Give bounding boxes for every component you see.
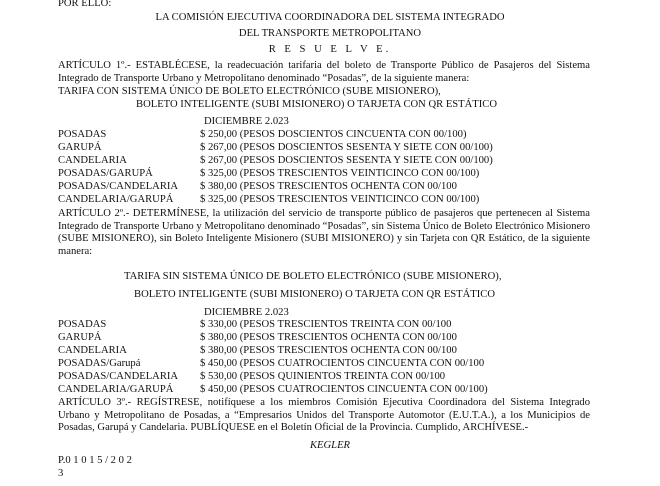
row-location: CANDELARIA <box>58 345 127 356</box>
table-row <box>58 384 488 397</box>
row-amount: $ 450,00 (PESOS CUATROCIENTOS CINCUENTA CON 00/100) <box>200 384 488 395</box>
por-ello: POR ELLO: <box>58 0 112 9</box>
table2-heading-1: TARIFA SIN SISTEMA ÚNICO DE BOLETO ELECTRÓNICO (SUBE MISIONERO), <box>124 271 502 282</box>
table-row <box>58 332 457 345</box>
row-amount: $ 325,00 (PESOS TRESCIENTOS VEINTICINCO CON 00/100) <box>200 194 480 205</box>
row-location: CANDELARIA/GARUPÁ <box>58 384 174 395</box>
cutoff-text: P.0 1 0 1 5 / 2 0 2 3 <box>58 455 132 479</box>
article-1: ARTÍCULO 1º.- ESTABLÉCESE, la readecuación tarifaria del boleto de Transporte Público de Pasajeros del Sistema Integrado de Transporte Urbano y Metropolitano denominado “Posadas”, de la siguiente manera: <box>58 60 590 84</box>
table-row <box>58 358 484 371</box>
row-location: GARUPÁ <box>58 142 102 153</box>
table-row <box>58 181 457 194</box>
row-location: POSADAS/CANDELARIA <box>58 181 179 192</box>
row-location: CANDELARIA/GARUPÁ <box>58 194 174 205</box>
signature: KEGLER <box>309 440 351 451</box>
table2-heading-2: BOLETO INTELIGENTE (SUBI MISIONERO) O TARJETA CON QR ESTÁTICO <box>134 289 496 300</box>
row-location: POSADAS <box>58 319 107 330</box>
row-amount: $ 450,00 (PESOS CUATROCIENTOS CINCUENTA CON 00/100 <box>200 358 485 369</box>
row-location: GARUPÁ <box>58 332 102 343</box>
row-amount: $ 267,00 (PESOS DOSCIENTOS SESENTA Y SIETE CON 00/100) <box>200 142 493 153</box>
table1-heading-2: BOLETO INTELIGENTE (SUBI MISIONERO) O TARJETA CON QR ESTÁTICO <box>136 99 498 110</box>
table-row <box>58 345 457 358</box>
row-amount: $ 380,00 (PESOS TRESCIENTOS OCHENTA CON 00/100 <box>200 332 457 343</box>
table-row <box>58 129 466 142</box>
article-3: ARTÍCULO 3º.- REGÍSTRESE, notifíquese a los miembros Comisión Ejecutiva Coordinadora del Sistema Integrado Urbano y Metropolitano de Posadas, a “Empresarios Unidos del Transporte Automotor (E.U.T.A.), a los Municipios de Posadas, Garupá y Candelaria. PUBLÍQUESE en el Boletín Oficial de la Provincia. Cumplido, ARCHÍVESE.- <box>58 397 590 434</box>
table1-heading-1: TARIFA CON SISTEMA ÚNICO DE BOLETO ELECTRÓNICO (SUBE MISIONERO), <box>58 86 441 97</box>
table-row <box>58 168 479 181</box>
table-row <box>58 371 445 384</box>
row-amount: $ 530,00 (PESOS QUINIENTOS TREINTA CON 00/100 <box>200 371 446 382</box>
table-row <box>58 142 493 155</box>
row-location: POSADAS/Garupá <box>58 358 141 369</box>
row-amount: $ 325,00 (PESOS TRESCIENTOS VEINTICINCO CON 00/100) <box>200 168 480 179</box>
row-location: POSADAS <box>58 129 107 140</box>
table-row <box>58 194 479 207</box>
table1-date: DICIEMBRE 2.023 <box>204 116 289 127</box>
row-amount: $ 380,00 (PESOS TRESCIENTOS OCHENTA CON 00/100 <box>200 345 457 356</box>
table2-date: DICIEMBRE 2.023 <box>204 307 289 318</box>
row-amount: $ 250,00 (PESOS DOSCIENTOS CINCUENTA CON 00/100) <box>200 129 467 140</box>
title-line-2: DEL TRANSPORTE METROPOLITANO <box>238 28 422 39</box>
article-2: ARTÍCULO 2º.- DETERMÍNESE, la utilización del servicio de transporte público de pasajeros que pertenecen al Sistema Integrado de Transporte Urbano y Metropolitano denominado “Posadas”, sin Sistema Único de Boleto Electrónico Misionero (SUBE MISIONERO), sin Boleto Inteligente Misionero (SUBI MISIONERO) y sin Tarjeta con QR Estático, de la siguiente manera: <box>58 208 590 257</box>
row-location: POSADAS/GARUPÁ <box>58 168 153 179</box>
table-row <box>58 155 493 168</box>
row-amount: $ 330,00 (PESOS TRESCIENTOS TREINTA CON 00/100 <box>200 319 452 330</box>
table-row <box>58 319 451 332</box>
row-location: POSADAS/CANDELARIA <box>58 371 179 382</box>
row-location: CANDELARIA <box>58 155 127 166</box>
row-amount: $ 380,00 (PESOS TRESCIENTOS OCHENTA CON 00/100 <box>200 181 457 192</box>
resuelve: R E S U E L V E. <box>268 44 392 55</box>
row-amount: $ 267,00 (PESOS DOSCIENTOS SESENTA Y SIETE CON 00/100) <box>200 155 493 166</box>
title-line-1: LA COMISIÓN EJECUTIVA COORDINADORA DEL SISTEMA INTEGRADO <box>155 12 505 23</box>
